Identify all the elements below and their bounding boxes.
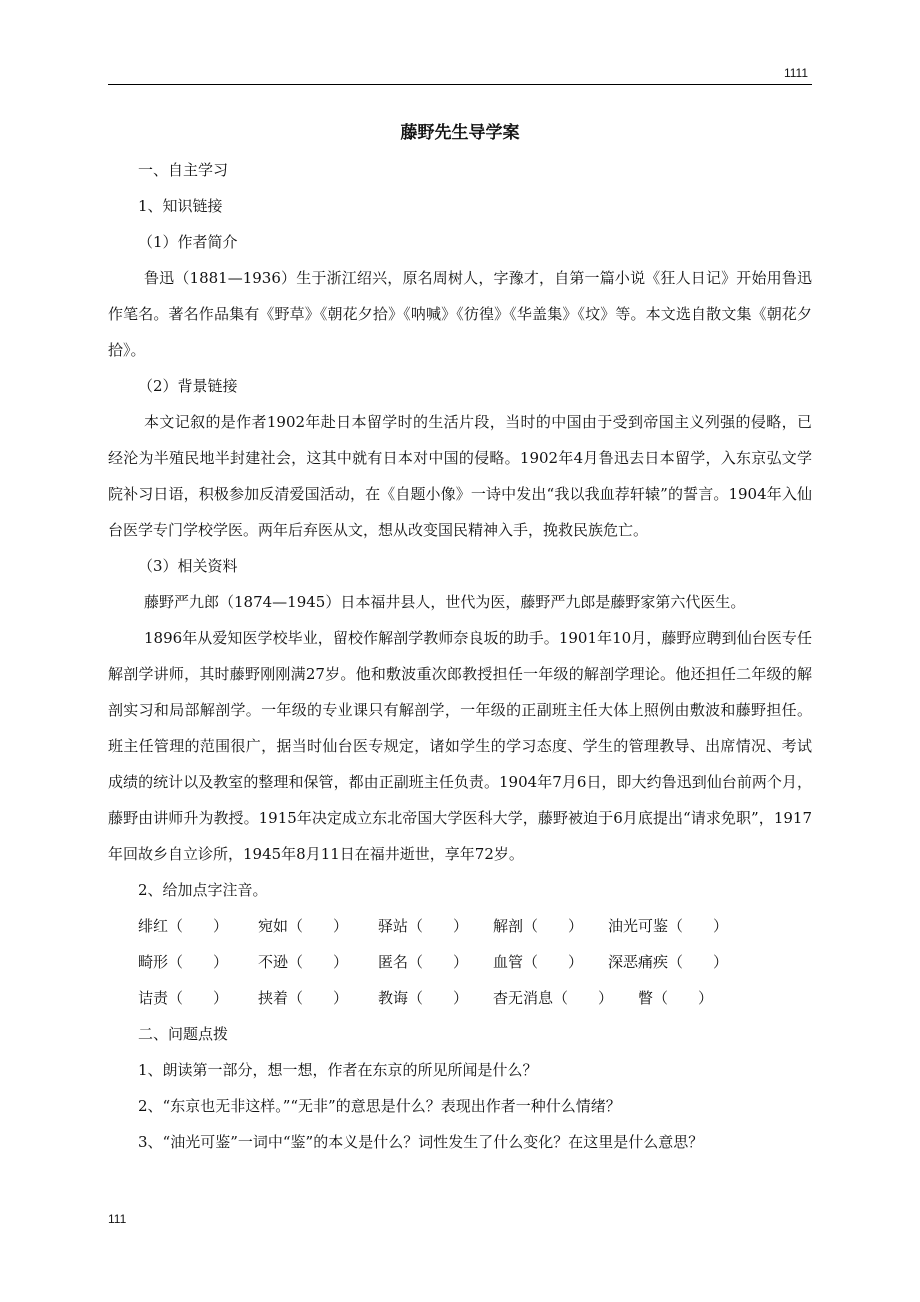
pinyin-item: 深恶痛疾（ ）	[608, 953, 729, 971]
pinyin-item: 挟着（ ）	[258, 989, 349, 1007]
document-body	[108, 152, 812, 1160]
pinyin-item: 教诲（ ）	[378, 989, 469, 1007]
paragraph-fujino-intro: 藤野严九郎（1874—1945）日本福井县人，世代为医，藤野严九郎是藤野家第六代医生。	[144, 593, 746, 611]
pinyin-item: 解剖（ ）	[493, 917, 584, 935]
header-page-code: 1111	[783, 66, 808, 80]
section-heading-problem-guidance: 二、问题点拨	[138, 1025, 229, 1043]
page-title: 藤野先生导学案	[400, 123, 520, 143]
paragraph-background: 本文记叙的是作者1902年赴日本留学时的生活片段，当时的中国由于受到帝国主义列强的侵略，已经沦为半殖民地半封建社会，这其中就有日本对中国的侵略。1902年4月鲁迅去日本留学，入东京弘文学院补习日语，积极参加反清爱国活动，在《自题小像》一诗中发出“我以我血荐轩辕”的誓言。1904年入仙台医学专门学校学医。两年后弃医从文，想从改变国民精神入手，挽救民族危亡。	[108, 413, 812, 539]
question-1: 1、朗读第一部分，想一想，作者在东京的所见所闻是什么？	[138, 1061, 538, 1079]
subheading-knowledge-links: 1、知识链接	[138, 197, 223, 215]
subheading-related-materials: （3）相关资料	[138, 557, 238, 575]
pinyin-exercise-grid	[138, 908, 812, 1016]
question-2: 2、“东京也无非这样。”“无非”的意思是什么？表现出作者一种什么情绪？	[138, 1097, 621, 1115]
pinyin-item: 杳无消息（ ）	[493, 989, 614, 1007]
pinyin-item: 瞥（ ）	[608, 989, 714, 1007]
paragraph-fujino-career: 1896年从爱知医学校毕业，留校作解剖学教师奈良坂的助手。1901年10月，藤野应聘到仙台医专任解剖学讲师，其时藤野刚刚满27岁。他和敷波重次郎教授担任一年级的解剖学理论。他还担任二年级的解剖实习和局部解剖学。一年级的专业课只有解剖学，一年级的正副班主任大体上照例由敷波和藤野担任。班主任管理的范围很广，据当时仙台医专规定，诸如学生的学习态度、学生的管理教导、出席情况、考试成绩的统计以及教室的整理和保管，都由正副班主任负责。1904年7月6日，即大约鲁迅到仙台前两个月，藤野由讲师升为教授。1915年决定成立东北帝国大学医科大学，藤野被迫于6月底提出“请求免职”，1917年回故乡自立诊所，1945年8月11日在福井逝世，享年72岁。	[108, 629, 812, 863]
paragraph-author: 鲁迅（1881—1936）生于浙江绍兴，原名周树人，字豫才，自第一篇小说《狂人日记》开始用鲁迅作笔名。著名作品集有《野草》《朝花夕拾》《呐喊》《彷徨》《华盖集》《坟》等。本文选自散文集《朝花夕拾》。	[108, 269, 812, 359]
section-heading-self-study: 一、自主学习	[138, 161, 229, 179]
subheading-pinyin-exercise: 2、给加点字注音。	[138, 881, 268, 899]
pinyin-item: 畸形（ ）	[138, 953, 229, 971]
pinyin-item: 驿站（ ）	[378, 917, 469, 935]
pinyin-item: 绯红（ ）	[138, 917, 229, 935]
subheading-author-intro: （1）作者简介	[138, 233, 238, 251]
pinyin-item: 油光可鉴（ ）	[608, 917, 729, 935]
pinyin-item: 匿名（ ）	[378, 953, 469, 971]
question-3: 3、“油光可鉴”一词中“鉴”的本义是什么？词性发生了什么变化？在这里是什么意思？	[138, 1133, 704, 1151]
footer-page-code: 111	[108, 1212, 127, 1226]
subheading-background: （2）背景链接	[138, 377, 238, 395]
pinyin-item: 不逊（ ）	[258, 953, 349, 971]
pinyin-item: 宛如（ ）	[258, 917, 349, 935]
header-rule	[108, 84, 812, 85]
pinyin-item: 血管（ ）	[493, 953, 584, 971]
pinyin-item: 诘责（ ）	[138, 989, 229, 1007]
